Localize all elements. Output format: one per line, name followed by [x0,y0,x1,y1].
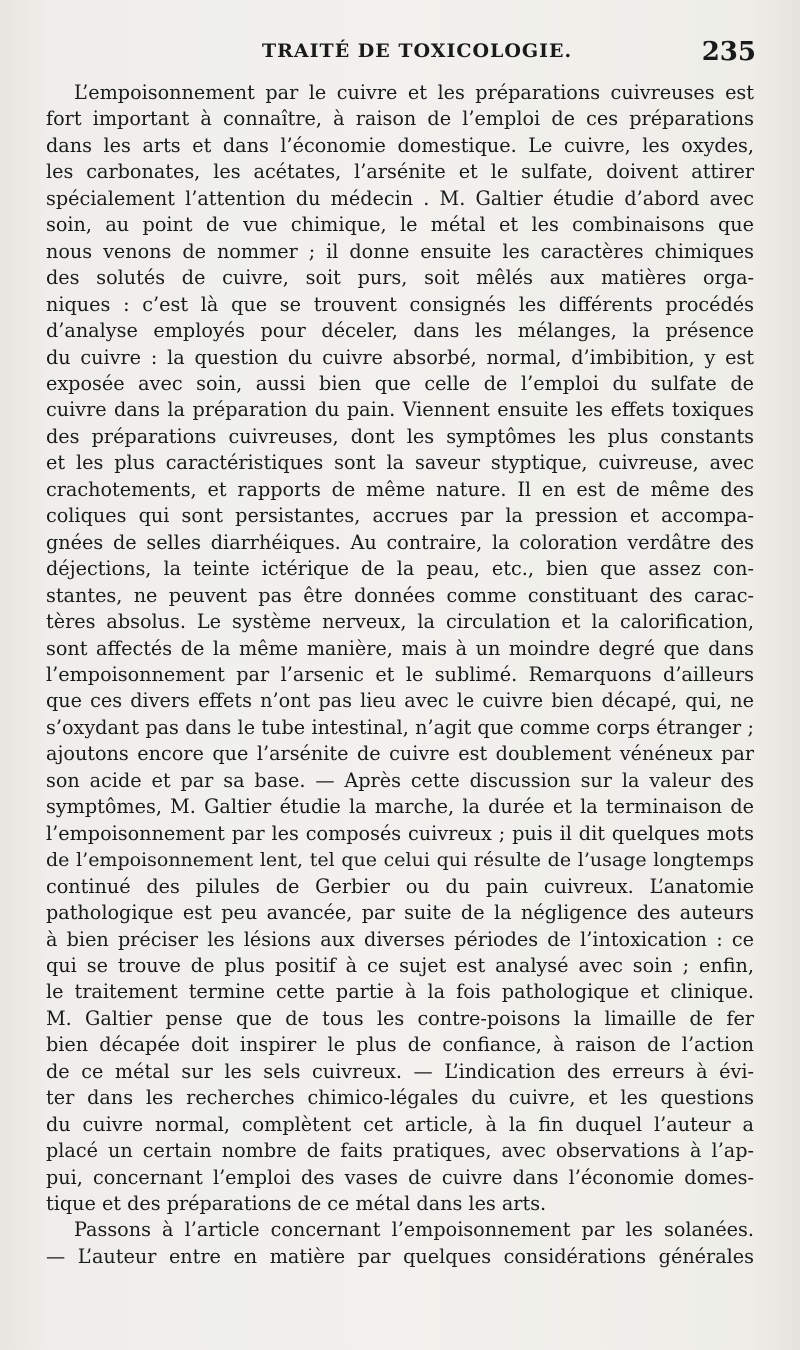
text-line: le traitement termine cette partie à la fois pathologique et clinique. [46,980,754,1004]
text-line: et les plus caractéristiques sont la saveur styptique, cuivreuse, avec [46,451,754,475]
text-line: cuivre dans la préparation du pain. Viennent ensuite les effets toxiques [46,398,754,422]
text-line: dans les arts et dans l’économie domestique. Le cuivre, les oxydes, [46,133,754,157]
text-line: déjections, la teinte ictérique de la peau, etc., bien que assez con- [46,557,754,581]
text-line: continué des pilules de Gerbier ou du pain cuivreux. L’anatomie [46,874,754,898]
text-line: son acide et par sa base. — Après cette discussion sur la valeur des [46,768,754,792]
text-line: niques : c’est là que se trouvent consignés les différents procédés [46,292,754,316]
text-line: gnées de selles diarrhéiques. Au contraire, la coloration verdâtre des [46,530,754,554]
text-line: à bien préciser les lésions aux diverses périodes de l’intoxication : ce [46,927,754,951]
text-line: Passons à l’article concernant l’empoisonnement par les solanées. [74,1218,754,1242]
text-line: fort important à connaître, à raison de l’emploi de ces préparations [46,107,754,131]
text-line: pui, concernant l’emploi des vases de cuivre dans l’économie domes- [46,1165,754,1189]
text-line: de ce métal sur les sels cuivreux. — L’indication des erreurs à évi- [46,1059,754,1083]
text-line: les carbonates, les acétates, l’arsénite et le sulfate, doivent attirer [46,160,754,184]
body-text [46,80,754,1270]
text-line: exposée avec soin, aussi bien que celle de l’emploi du sulfate de [46,371,754,395]
text-line: pathologique est peu avancée, par suite de la négligence des auteurs [46,901,754,925]
text-line: bien décapée doit inspirer le plus de confiance, à raison de l’action [46,1033,754,1057]
text-line: L’empoisonnement par le cuivre et les préparations cuivreuses est [74,81,754,104]
text-line: que ces divers effets n’ont pas lieu avec le cuivre bien décapé, qui, ne [46,689,754,713]
text-line: — L’auteur entre en matière par quelques considérations générales [46,1244,754,1268]
text-line: des solutés de cuivre, soit purs, soit mêlés aux matières orga- [46,266,754,290]
text-line: ajoutons encore que l’arsénite de cuivre est doublement vénéneux par [46,742,754,766]
text-line: d’analyse employés pour déceler, dans les mélanges, la présence [46,319,754,343]
text-line: symptômes, M. Galtier étudie la marche, la durée et la terminaison de [46,795,754,819]
text-line: l’empoisonnement par l’arsenic et le sublimé. Remarquons d’ailleurs [46,662,754,686]
text-line: tères absolus. Le système nerveux, la circulation et la calorification, [46,610,754,634]
text-line: du cuivre : la question du cuivre absorbé, normal, d’imbibition, y est [46,345,754,369]
page-header [0,37,800,74]
text-line: sont affectés de la même manière, mais à un moindre degré que dans [46,636,754,660]
text-line: l’empoisonnement par les composés cuivreux ; puis il dit quelques mots [46,821,754,845]
text-line: qui se trouve de plus positif à ce sujet est analysé avec soin ; enfin, [46,953,754,977]
text-line: du cuivre normal, complètent cet article, à la fin duquel l’auteur a [46,1112,754,1136]
text-line: de l’empoisonnement lent, tel que celui qui résulte de l’usage longtemps [46,849,754,872]
text-line: nous venons de nommer ; il donne ensuite les caractères chimiques [46,239,754,263]
running-title: TRAITÉ DE TOXICOLOGIE. [262,40,573,62]
page-number: 235 [701,37,756,67]
text-line: soin, au point de vue chimique, le métal et les combinaisons que [46,213,754,237]
text-line: stantes, ne peuvent pas être données comme constituant des carac- [46,583,754,607]
text-line: des préparations cuivreuses, dont les symptômes les plus constants [46,424,754,448]
text-line: crachotements, et rapports de même nature. Il en est de même des [46,477,754,501]
text-line: placé un certain nombre de faits pratiques, avec observations à l’ap- [46,1139,754,1163]
text-line: M. Galtier pense que de tous les contre-poisons la limaille de fer [46,1006,754,1030]
text-line: ter dans les recherches chimico-légales du cuivre, et les questions [46,1086,754,1110]
text-line: s’oxydant pas dans le tube intestinal, n’agit que comme corps étranger ; [46,715,754,739]
text-line: tique et des préparations de ce métal dans les arts. [46,1192,547,1216]
text-line: coliques qui sont persistantes, accrues par la pression et accompa- [46,504,754,528]
text-line: spécialement l’attention du médecin . M. Galtier étudie d’abord avec [46,186,754,210]
